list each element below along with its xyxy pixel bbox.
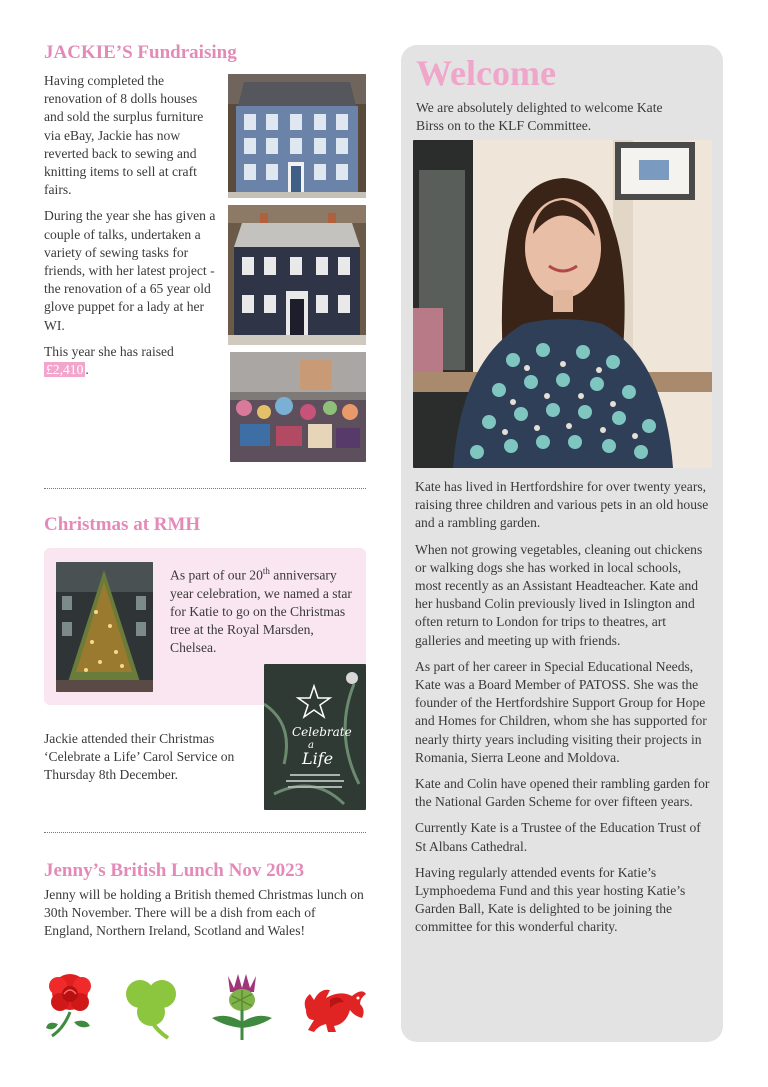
booklet-title-line-2: a <box>308 740 314 751</box>
jackie-para-1: Having completed the renovation of 8 dolls houses and sold the surplus furniture via eBay, Jackie has now reverted back to sewing and knitting items to sell at craft fairs. <box>44 73 204 198</box>
rose-icon <box>44 972 96 1040</box>
welsh-dragon-icon <box>300 980 368 1034</box>
dolls-house-navy-photo <box>228 205 366 345</box>
kate-birss-portrait <box>413 140 712 468</box>
welcome-paragraph: As part of her career in Special Educational Needs, Kate was a Board Member of PATOSS. She was the founder of the Hertfordshire Support Group for Hope and Homes for Children, whom she has supported for nearly thirty years including visiting their projects in Romania, Sierra Leone and Moldova. <box>415 658 707 765</box>
dolls-house-blue-photo <box>228 74 366 198</box>
jackie-para-3: This year she has raised £2,410 . <box>44 343 174 378</box>
christmas-star-text: As part of our 20th anniversary year celebration, we named a star for Katie to go on the Christmas tree at the Royal Marsden, Chelsea. <box>170 566 352 656</box>
welcome-body <box>415 478 710 945</box>
jackie-para-2: During the year she has given a couple of talks, undertaken a variety of sewing tasks for friends, with her latest project - the renovation of a 65 year old glove puppet for a lady at her WI. <box>44 208 216 333</box>
jenny-text: Jenny will be holding a British themed Christmas lunch on 30th November. There will be a dish from each of England, Northern Ireland, Scotland and Wales! <box>44 887 364 939</box>
thistle-icon <box>208 972 276 1042</box>
carol-service-text: Jackie attended their Christmas ‘Celebrate a Life’ Carol Service on Thursday 8th December. <box>44 731 235 783</box>
section-divider-2 <box>44 832 366 833</box>
welcome-title: Welcome <box>416 53 556 93</box>
booklet-title-line-3: Life <box>302 749 334 768</box>
section-divider-1 <box>44 488 366 489</box>
welcome-intro: We are absolutely delighted to welcome Kate Birss on to the KLF Committee. <box>416 100 663 134</box>
craft-fair-photo <box>230 352 366 462</box>
booklet-title-line-1: Celebrate <box>292 725 352 739</box>
jenny-heading: Jenny’s British Lunch Nov 2023 <box>44 860 305 881</box>
shamrock-icon <box>120 976 182 1040</box>
welcome-paragraph: When not growing vegetables, cleaning out chickens or walking dogs she has worked in local schools, most recently as an Assistant Headteacher. Kate and her husband Colin previously lived in Islington and often return to London for trips to theatres, art galleries and meeting up with friends. <box>415 541 703 648</box>
celebrate-a-life-booklet <box>264 664 366 810</box>
amount-raised-badge: £2,410 <box>46 362 84 378</box>
jackie-text <box>44 72 216 387</box>
welcome-paragraph: Kate has lived in Hertfordshire for over twenty years, raising three children and various pets in an old house and a rambling garden. <box>415 479 709 531</box>
jackie-heading: JACKIE’S Fundraising <box>44 42 237 63</box>
welcome-paragraph: Kate and Colin have opened their rambling garden for the National Garden Scheme for over fifteen years. <box>415 776 710 810</box>
christmas-tree-photo <box>56 562 153 692</box>
christmas-heading: Christmas at RMH <box>44 514 201 535</box>
welcome-paragraph: Having regularly attended events for Katie’s Lymphoedema Fund and this year hosting Katie’s Garden Ball, Kate is delighted to be joining the committee for this wonderful charity. <box>415 864 686 935</box>
welcome-paragraph: Currently Kate is a Trustee of the Education Trust of St Albans Cathedral. <box>415 820 701 854</box>
